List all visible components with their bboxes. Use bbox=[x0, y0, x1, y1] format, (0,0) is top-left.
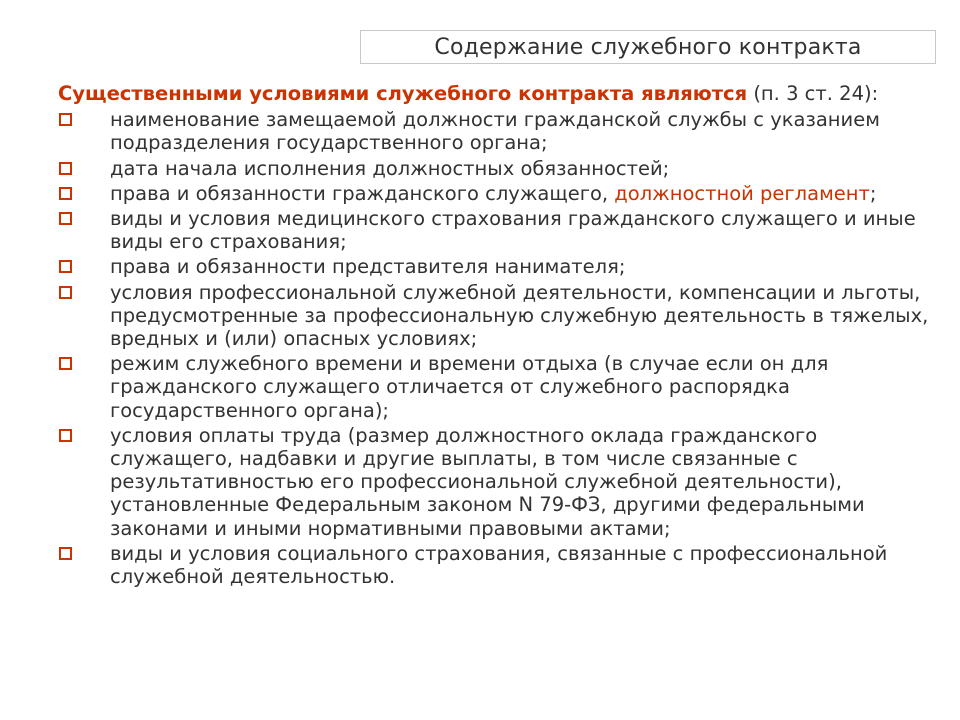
hollow-square-bullet-icon bbox=[59, 429, 72, 442]
list-item bbox=[58, 281, 938, 351]
intro-rest: (п. 3 ст. 24): bbox=[747, 82, 879, 105]
intro-paragraph bbox=[58, 82, 938, 105]
list-item bbox=[58, 182, 938, 205]
hollow-square-bullet-icon bbox=[59, 113, 72, 126]
list-item-text-after: ; bbox=[869, 181, 877, 205]
list-item-text: наименование замещаемой должности гражданской службы с указанием подразделения государственного органа; bbox=[110, 108, 880, 155]
hollow-square-bullet-icon bbox=[59, 260, 72, 273]
list-item-text: условия оплаты труда (размер должностного оклада гражданского служащего, надбавки и другие выплаты, в том числе связанные с результативностью его профессиональной служебной деятельности), установленные Федеральным законом N 79-ФЗ, другими федеральными законами и иными нормативными правовыми актами; bbox=[110, 423, 865, 540]
conditions-list bbox=[58, 108, 938, 588]
list-item-text: режим служебного времени и времени отдыха (в случае если он для гражданского служащего отличается от служебного распорядка государственного органа); bbox=[110, 352, 829, 422]
slide-title-box bbox=[360, 30, 936, 64]
highlighted-term: должностной регламент bbox=[614, 181, 870, 205]
slide-title: Содержание служебного контракта bbox=[434, 34, 862, 60]
list-item bbox=[58, 352, 938, 422]
list-item bbox=[58, 207, 938, 253]
list-item bbox=[58, 255, 938, 278]
hollow-square-bullet-icon bbox=[59, 357, 72, 370]
slide-content bbox=[58, 82, 938, 590]
list-item bbox=[58, 424, 938, 540]
list-item-text-before: права и обязанности гражданского служащего, bbox=[110, 181, 615, 205]
list-item bbox=[58, 157, 938, 180]
hollow-square-bullet-icon bbox=[59, 286, 72, 299]
list-item bbox=[58, 542, 938, 588]
list-item-text: условия профессиональной служебной деятельности, компенсации и льготы, предусмотренные за профессиональную служебную деятельность в тяжелых, вредных и (или) опасных условиях; bbox=[110, 280, 929, 351]
list-item-text: виды и условия медицинского страхования гражданского служащего и иные виды его страхования; bbox=[110, 207, 916, 254]
hollow-square-bullet-icon bbox=[59, 547, 72, 560]
list-item-text: дата начала исполнения должностных обязанностей; bbox=[110, 156, 670, 180]
list-item-text: права и обязанности представителя нанимателя; bbox=[110, 255, 626, 279]
hollow-square-bullet-icon bbox=[59, 187, 72, 200]
list-item bbox=[58, 108, 938, 154]
hollow-square-bullet-icon bbox=[59, 212, 72, 225]
hollow-square-bullet-icon bbox=[59, 162, 72, 175]
intro-bold: Существенными условиями служебного контракта являются bbox=[58, 82, 748, 105]
list-item-text: виды и условия социального страхования, связанные с профессиональной служебной деятельностью. bbox=[110, 541, 888, 589]
